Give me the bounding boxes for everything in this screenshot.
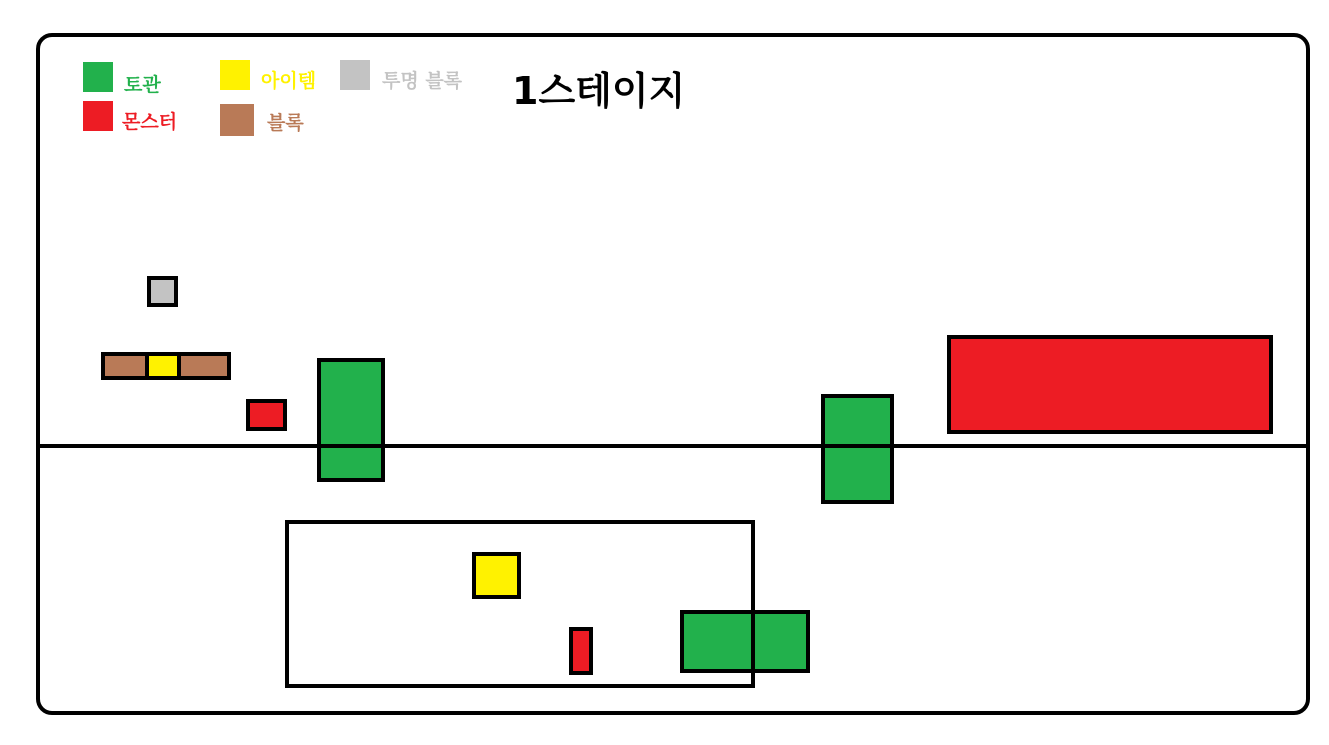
legend-pipe-swatch <box>83 62 113 92</box>
monster-large <box>947 335 1273 434</box>
legend-item-label: 아이템 <box>261 70 317 92</box>
monster-small <box>246 399 287 431</box>
ground-line <box>36 444 1308 448</box>
legend-pipe-label: 토관 <box>124 74 161 96</box>
stage-title: 1스테이지 <box>512 69 686 113</box>
underground-monster <box>569 627 593 675</box>
underground-pipe-divider <box>751 610 755 673</box>
block-divider-right <box>177 352 181 380</box>
legend-transparent-block-swatch <box>340 60 370 90</box>
item-block <box>149 356 177 376</box>
legend-block-label: 블록 <box>267 112 304 134</box>
underground-pipe <box>680 610 810 673</box>
legend-transparent-block-label: 투명 블록 <box>382 70 463 92</box>
legend-monster-swatch <box>83 101 113 131</box>
underground-item <box>472 552 521 599</box>
transparent-block <box>147 276 178 307</box>
legend-block-swatch <box>220 104 254 136</box>
pipe-1 <box>317 358 385 482</box>
legend-monster-label: 몬스터 <box>122 111 178 133</box>
legend-item-swatch <box>220 60 250 90</box>
pipe-2 <box>821 394 894 504</box>
